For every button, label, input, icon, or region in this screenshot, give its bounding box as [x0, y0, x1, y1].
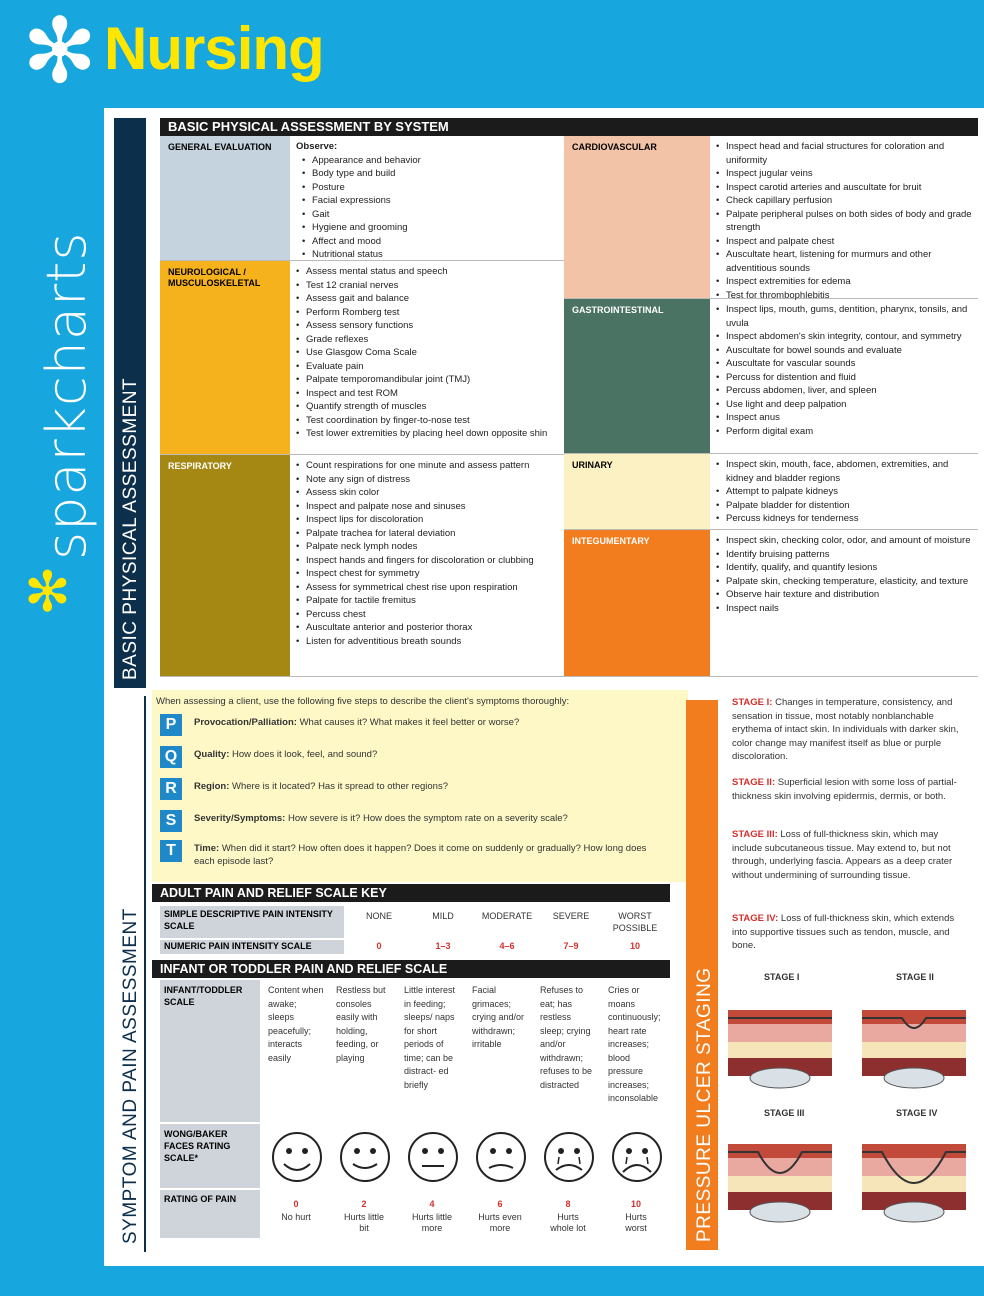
brand-logo: sparkcharts	[35, 231, 98, 560]
list-item: • Assess mental status and speech	[296, 265, 558, 279]
section-tab-label: PRESSURE ULCER STAGING	[694, 967, 715, 1242]
pqrst-text	[194, 842, 664, 868]
list-item: • Auscultate anterior and posterior thorax	[296, 621, 558, 635]
list-item: • Palpate trachea for lateral deviation	[296, 527, 558, 541]
system-urinary	[564, 454, 978, 530]
pqrst-question: How severe is it? How does the symptom rate on a severity scale?	[287, 813, 568, 824]
pqrst-term: Quality:	[194, 749, 230, 760]
ulcer-stage-text	[732, 776, 970, 803]
list-item: • Evaluate pain	[296, 360, 558, 374]
asterisk-icon: ✻	[22, 0, 98, 104]
list-item: • Gait	[302, 208, 558, 222]
section-tab-basic	[114, 118, 146, 688]
pqrst-term: Severity/Symptoms:	[194, 813, 286, 824]
pqrst-box	[152, 690, 688, 882]
toddler-behavior: Facial grimaces; crying and/or withdrawn; irritable	[472, 985, 525, 1049]
pqrst-question: How does it look, feel, and sound?	[232, 749, 378, 760]
list-item: • Inspect lips, mouth, gums, dentition, pharynx, tonsils, and uvula	[716, 303, 972, 330]
pqrst-question: What causes it? What makes it feel better or worse?	[299, 717, 520, 728]
toddler-behavior: Little interest in feeding; sleeps/ naps for short periods of time; can be distract- ed briefly	[404, 985, 456, 1090]
toddler-scale-label: INFANT/TODDLER SCALE	[160, 980, 260, 1122]
pqrst-text	[194, 748, 664, 761]
pain-number: 10	[629, 941, 640, 951]
pqrst-letter: T	[160, 840, 182, 862]
ulcer-image-caption: STAGE I	[764, 972, 800, 982]
section-tab-label: BASIC PHYSICAL ASSESSMENT	[120, 377, 141, 680]
skin-layer-illustration-icon	[862, 1124, 966, 1224]
observe-label: Observe:	[296, 141, 338, 152]
list-item: • Inspect and test ROM	[296, 387, 558, 401]
list-item: • Inspect carotid arteries and auscultate for bruit	[716, 181, 972, 195]
pain-level: NONE	[365, 911, 392, 921]
list-item: • Inspect jugular veins	[716, 167, 972, 181]
pain-rating-text: Hurts even more	[478, 1212, 522, 1233]
pain-rating-number: 8	[565, 1199, 571, 1209]
page-title: Nursing	[104, 15, 324, 82]
list-item: • Affect and mood	[302, 235, 558, 249]
list-item: • Palpate temporomandibular joint (TMJ)	[296, 373, 558, 387]
pqrst-text	[194, 716, 664, 729]
system-general	[160, 136, 564, 261]
toddler-behavior: Restless but consoles easily with holding, feeding, or playing	[336, 985, 386, 1063]
wong-baker-face-icon	[338, 1130, 392, 1184]
numeric-scale-label: NUMERIC PAIN INTENSITY SCALE	[160, 940, 344, 954]
skin-layer-illustration-icon	[862, 990, 966, 1090]
list-item: • Inspect extremities for edema	[716, 275, 972, 289]
system-label: URINARY	[564, 454, 710, 529]
list-item: • Perform Romberg test	[296, 306, 558, 320]
list-item: • Palpate neck lymph nodes	[296, 540, 558, 554]
ulcer-stage-desc: Changes in temperature, consistency, and sensation in tissue, most notably nonblanchable erythema of intact skin. In individuals with darker skin, color change may manifest itself as blue or purple discoloration.	[732, 697, 959, 762]
list-item: • Inspect skin, mouth, face, abdomen, extremities, and kidney and bladder regions	[716, 458, 972, 485]
pqrst-term: Region:	[194, 781, 230, 792]
pain-rating-text: No hurt	[281, 1212, 311, 1222]
list-item: • Inspect and palpate nose and sinuses	[296, 500, 558, 514]
list-item: • Assess skin color	[296, 486, 558, 500]
list-item: • Palpate peripheral pulses on both sides of body and grade strength	[716, 208, 972, 235]
list-item: • Note any sign of distress	[296, 473, 558, 487]
pqrst-letter: R	[160, 778, 182, 800]
list-item: • Inspect anus	[716, 411, 972, 425]
list-item: • Inspect abdomen's skin integrity, contour, and symmetry	[716, 330, 972, 344]
pqrst-intro: When assessing a client, use the following five steps to describe the client's symptoms thoroughly:	[156, 696, 570, 707]
rating-label: RATING OF PAIN	[160, 1190, 260, 1238]
list-item: • Test 12 cranial nerves	[296, 279, 558, 293]
pqrst-text	[194, 812, 664, 825]
list-item: • Assess sensory functions	[296, 319, 558, 333]
list-item: • Percuss for distention and fluid	[716, 371, 972, 385]
pqrst-text	[194, 780, 664, 793]
pain-rating-text: Hurts little more	[411, 1212, 452, 1233]
list-item: • Inspect head and facial structures for coloration and uniformity	[716, 140, 972, 167]
ulcer-stage-desc: Loss of full-thickness skin, which extends into supportive tissues such as tendon, muscle, and bone.	[732, 913, 955, 951]
list-item: • Auscultate for bowel sounds and evaluate	[716, 344, 972, 358]
list-item: • Test lower extremities by placing heel down opposite shin	[296, 427, 558, 441]
descriptive-scale-label: SIMPLE DESCRIPTIVE PAIN INTENSITY SCALE	[160, 906, 344, 938]
item-list	[296, 154, 558, 262]
list-item: • Nutritional status	[302, 248, 558, 262]
adult-pain-table	[152, 884, 670, 954]
list-item: • Facial expressions	[302, 194, 558, 208]
pqrst-letter: Q	[160, 746, 182, 768]
list-item: • Posture	[302, 181, 558, 195]
pqrst-letter: P	[160, 714, 182, 736]
list-item: • Listen for adventitious breath sounds	[296, 635, 558, 649]
list-item: • Inspect and palpate chest	[716, 235, 972, 249]
toddler-behavior: Cries or moans continuously; heart rate increases; blood pressure increases; inconsolable	[608, 985, 661, 1103]
ulcer-stage-text	[732, 828, 970, 882]
ulcer-image-caption: STAGE II	[896, 972, 934, 982]
section-tab-label: SYMPTOM AND PAIN ASSESSMENT	[120, 908, 141, 1244]
wong-baker-face-icon	[474, 1130, 528, 1184]
system-title: BASIC PHYSICAL ASSESSMENT BY SYSTEM	[160, 118, 978, 136]
skin-layer-illustration-icon	[728, 990, 832, 1090]
ulcer-stage-term: STAGE III:	[732, 829, 778, 840]
infant-pain-table	[152, 960, 670, 1252]
list-item: • Percuss kidneys for tenderness	[716, 512, 972, 526]
list-item: • Use light and deep palpation	[716, 398, 972, 412]
list-item: • Hygiene and grooming	[302, 221, 558, 235]
pain-number: 1–3	[435, 941, 451, 951]
system-label: CARDIOVASCULAR	[564, 136, 710, 298]
pain-level: WORST POSSIBLE	[612, 911, 658, 933]
list-item: • Palpate for tactile fremitus	[296, 594, 558, 608]
list-item: • Percuss abdomen, liver, and spleen	[716, 384, 972, 398]
ulcer-image-caption: STAGE IV	[896, 1108, 938, 1118]
pain-rating-number: 0	[293, 1199, 299, 1209]
list-item: • Grade reflexes	[296, 333, 558, 347]
list-item: • Assess gait and balance	[296, 292, 558, 306]
ulcer-stage-text	[732, 696, 970, 764]
item-list	[716, 458, 972, 526]
infant-pain-title: INFANT OR TODDLER PAIN AND RELIEF SCALE	[152, 960, 670, 978]
list-item: • Check capillary perfusion	[716, 194, 972, 208]
system-label: GENERAL EVALUATION	[160, 136, 290, 260]
pain-rating-number: 10	[630, 1199, 641, 1209]
brand-asterisk-icon: ✻	[24, 560, 71, 625]
list-item: • Body type and build	[302, 167, 558, 181]
list-item: • Identify bruising patterns	[716, 548, 972, 562]
item-list	[716, 140, 972, 302]
list-item: • Observe hair texture and distribution	[716, 588, 972, 602]
list-item: • Use Glasgow Coma Scale	[296, 346, 558, 360]
pain-rating-text: Hurts worst	[625, 1212, 647, 1233]
list-item: • Identify, qualify, and quantify lesions	[716, 561, 972, 575]
system-label: GASTROINTESTINAL	[564, 299, 710, 453]
pain-level: MILD	[432, 911, 454, 921]
pain-number: 0	[376, 941, 382, 951]
list-item: • Inspect nails	[716, 602, 972, 616]
list-item: • Palpate bladder for distention	[716, 499, 972, 513]
chart-sheet	[104, 108, 984, 1266]
system-cardio	[564, 136, 978, 299]
list-item: • Quantify strength of muscles	[296, 400, 558, 414]
wong-baker-face-icon	[610, 1130, 664, 1184]
list-item: • Assess for symmetrical chest rise upon respiration	[296, 581, 558, 595]
pain-number: 7–9	[563, 941, 579, 951]
item-list	[296, 265, 558, 441]
item-list	[716, 303, 972, 438]
pain-rating-text: Hurts whole lot	[550, 1212, 586, 1233]
list-item: • Perform digital exam	[716, 425, 972, 439]
ulcer-stage-term: STAGE I:	[732, 697, 773, 708]
ulcer-stage-text	[732, 912, 970, 953]
ulcer-image-caption: STAGE III	[764, 1108, 805, 1118]
section-tab-ulcer	[686, 700, 718, 1250]
list-item: • Appearance and behavior	[302, 154, 558, 168]
pqrst-question: Where is it located? Has it spread to other regions?	[232, 781, 448, 792]
system-label: INTEGUMENTARY	[564, 530, 710, 676]
system-label: NEUROLOGICAL / MUSCULOSKELETAL	[160, 261, 290, 454]
list-item: • Inspect hands and fingers for discoloration or clubbing	[296, 554, 558, 568]
section-tab-symptom	[114, 696, 146, 1252]
pqrst-term: Provocation/Palliation:	[194, 717, 297, 728]
system-respiratory	[160, 455, 564, 677]
pain-level: SEVERE	[552, 911, 590, 921]
pain-rating-number: 6	[497, 1199, 503, 1209]
wong-baker-face-icon	[542, 1130, 596, 1184]
ulcer-stage-term: STAGE IV:	[732, 913, 779, 924]
ulcer-stage-desc: Loss of full-thickness skin, which may include subcutaneous tissue. May extend to, but not through, underlying fascia. Appears as a deep crater without undermining of surrounding tissue.	[732, 829, 953, 881]
list-item: • Palpate skin, checking temperature, elasticity, and texture	[716, 575, 972, 589]
list-item: • Test for thrombophlebitis	[716, 289, 972, 303]
list-item: • Inspect skin, checking color, odor, and amount of moisture	[716, 534, 972, 548]
list-item: • Count respirations for one minute and assess pattern	[296, 459, 558, 473]
list-item: • Attempt to palpate kidneys	[716, 485, 972, 499]
wong-baker-face-icon	[270, 1130, 324, 1184]
pain-rating-text: Hurts little bit	[343, 1212, 384, 1233]
skin-layer-illustration-icon	[728, 1124, 832, 1224]
list-item: • Percuss chest	[296, 608, 558, 622]
list-item: • Inspect lips for discoloration	[296, 513, 558, 527]
pqrst-letter: S	[160, 810, 182, 832]
list-item: • Test coordination by finger-to-nose test	[296, 414, 558, 428]
wong-baker-face-icon	[406, 1130, 460, 1184]
pqrst-term: Time:	[194, 843, 220, 854]
system-label: RESPIRATORY	[160, 455, 290, 676]
list-item: • Auscultate heart, listening for murmurs and other adventitious sounds	[716, 248, 972, 275]
item-list	[716, 534, 972, 615]
pain-rating-number: 4	[429, 1199, 435, 1209]
pain-number: 4–6	[499, 941, 515, 951]
pain-rating-number: 2	[361, 1199, 367, 1209]
adult-pain-title: ADULT PAIN AND RELIEF SCALE KEY	[152, 884, 670, 902]
list-item: • Auscultate for vascular sounds	[716, 357, 972, 371]
ulcer-stage-term: STAGE II:	[732, 777, 776, 788]
toddler-behavior: Content when awake; sleeps peacefully; interacts easily	[268, 985, 324, 1063]
system-integumentary	[564, 530, 978, 677]
ulcer-stage-desc: Superficial lesion with some loss of partial-thickness skin involving epidermis, dermis, or both.	[732, 777, 957, 802]
system-items	[290, 136, 564, 260]
list-item: • Inspect chest for symmetry	[296, 567, 558, 581]
faces-scale-label: WONG/BAKER FACES RATING SCALE*	[160, 1124, 260, 1188]
system-neuro	[160, 261, 564, 455]
toddler-behavior: Refuses to eat; has restless sleep; crying and/or withdrawn; refuses to be distracted	[540, 985, 593, 1090]
item-list	[296, 459, 558, 648]
pain-level: MODERATE	[481, 911, 533, 921]
system-gi	[564, 299, 978, 454]
pqrst-question: When did it start? How often does it happen? Does it come on suddenly or gradually? How long does each episode last?	[194, 843, 647, 867]
